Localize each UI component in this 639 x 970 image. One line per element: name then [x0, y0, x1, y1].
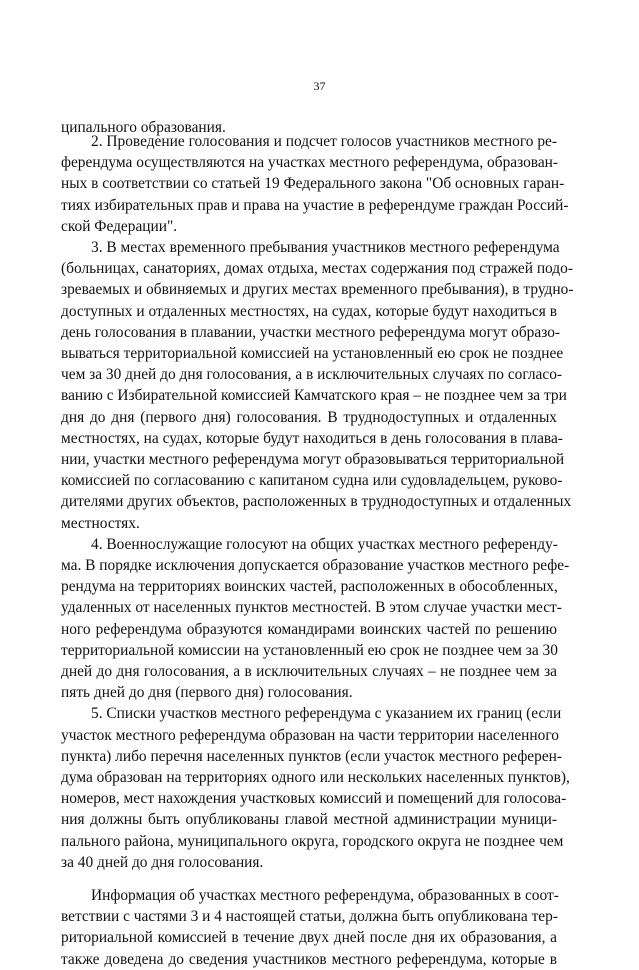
text-line: дума образован на территориях одного или нескольких населенных пунктов), [61, 769, 570, 786]
text-line: участок местного референдума образован на части территории населенного [61, 727, 559, 744]
text-line: ципального образования. [61, 119, 226, 136]
text-line: ванию с Избирательной комиссией Камчатского края – не позднее чем за три [61, 387, 567, 404]
text-line: тиях избирательных прав и права на участие в референдуме граждан Россий- [61, 197, 569, 214]
paragraph-first-line: 3. В местах временного пребывания участников местного референдума [91, 239, 560, 256]
text-line: дня до дня (первого дня) голосования. В труднодоступных и отдаленных [61, 409, 557, 426]
text-line: ской Федерации". [61, 218, 178, 235]
text-line: дней до дня голосования, а в исключительных случаях – не позднее чем за [61, 663, 557, 680]
text-line: зреваемых и обвиняемых и других местах временного пребывания), в трудно- [61, 281, 574, 298]
text-line: доступных и отдаленных местностях, на судах, которые будут находиться в [61, 303, 557, 320]
page-number: 37 [313, 79, 326, 93]
text-line: комиссией по согласованию с капитаном судна или судовладельцем, руково- [61, 472, 563, 489]
paragraph-first-line: 2. Проведение голосования и подсчет голосов участников местного ре- [91, 133, 557, 150]
paragraph-first-line: 4. Военнослужащие голосуют на общих участках местного референду- [91, 536, 558, 553]
text-line: риториальной комиссией в течение двух дней после дня их образования, а [61, 929, 557, 946]
text-line: ния должны быть опубликованы главой местной администрации муници- [61, 811, 557, 828]
paragraph-first-line: 5. Списки участков местного референдума с указанием их границ (если [91, 705, 562, 722]
text-line: ферендума осуществляются на участках местного референдума, образован- [61, 154, 559, 171]
text-line: ветствии с частями 3 и 4 настоящей статьи, должна быть опубликована тер- [61, 908, 558, 925]
text-line: также доведена до сведения участников местного референдума, которые в [61, 951, 557, 968]
text-line: (больницах, санаториях, домах отдыха, местах содержания под стражей подо- [61, 260, 573, 277]
paragraph-first-line: Информация об участках местного референдума, образованных в соот- [91, 887, 559, 904]
text-line: пять дней до дня (первого дня) голосования. [61, 684, 353, 701]
text-line: за 40 дней до дня голосования. [61, 854, 264, 871]
text-line: пункта) либо перечня населенных пунктов (если участок местного референ- [61, 748, 563, 765]
text-line: местностях, на судах, которые будут находиться в день голосования в плава- [61, 430, 563, 447]
text-line: номеров, мест нахождения участковых комиссий и помещений для голосова- [61, 790, 567, 807]
text-line: пального района, муниципального округа, городского округа не позднее чем [61, 833, 564, 850]
text-line: вываться территориальной комиссией на установленный ею срок не позднее [61, 345, 564, 362]
text-line: местностях. [61, 515, 140, 532]
text-line: рендума на территориях воинских частей, расположенных в обособленных, [61, 578, 558, 595]
text-line: ных в соответствии со статьей 19 Федерального закона "Об основных гаран- [61, 175, 565, 192]
text-line: удаленных от населенных пунктов местностей. В этом случае участки мест- [61, 599, 562, 616]
text-line: день голосования в плавании, участки местного референдума могут образо- [61, 324, 561, 341]
text-line: нии, участки местного референдума могут образовываться территориальной [61, 451, 565, 468]
text-line: ма. В порядке исключения допускается образование участков местного рефе- [61, 557, 570, 574]
text-line: чем за 30 дней до дня голосования, а в исключительных случаях по согласо- [61, 366, 563, 383]
text-line: территориальной комиссии на установленный ею срок не позднее чем за 30 [61, 642, 558, 659]
text-line: ного референдума образуются командирами воинских частей по решению [61, 621, 557, 638]
text-line: дителями других объектов, расположенных в труднодоступных и отдаленных [61, 493, 572, 510]
